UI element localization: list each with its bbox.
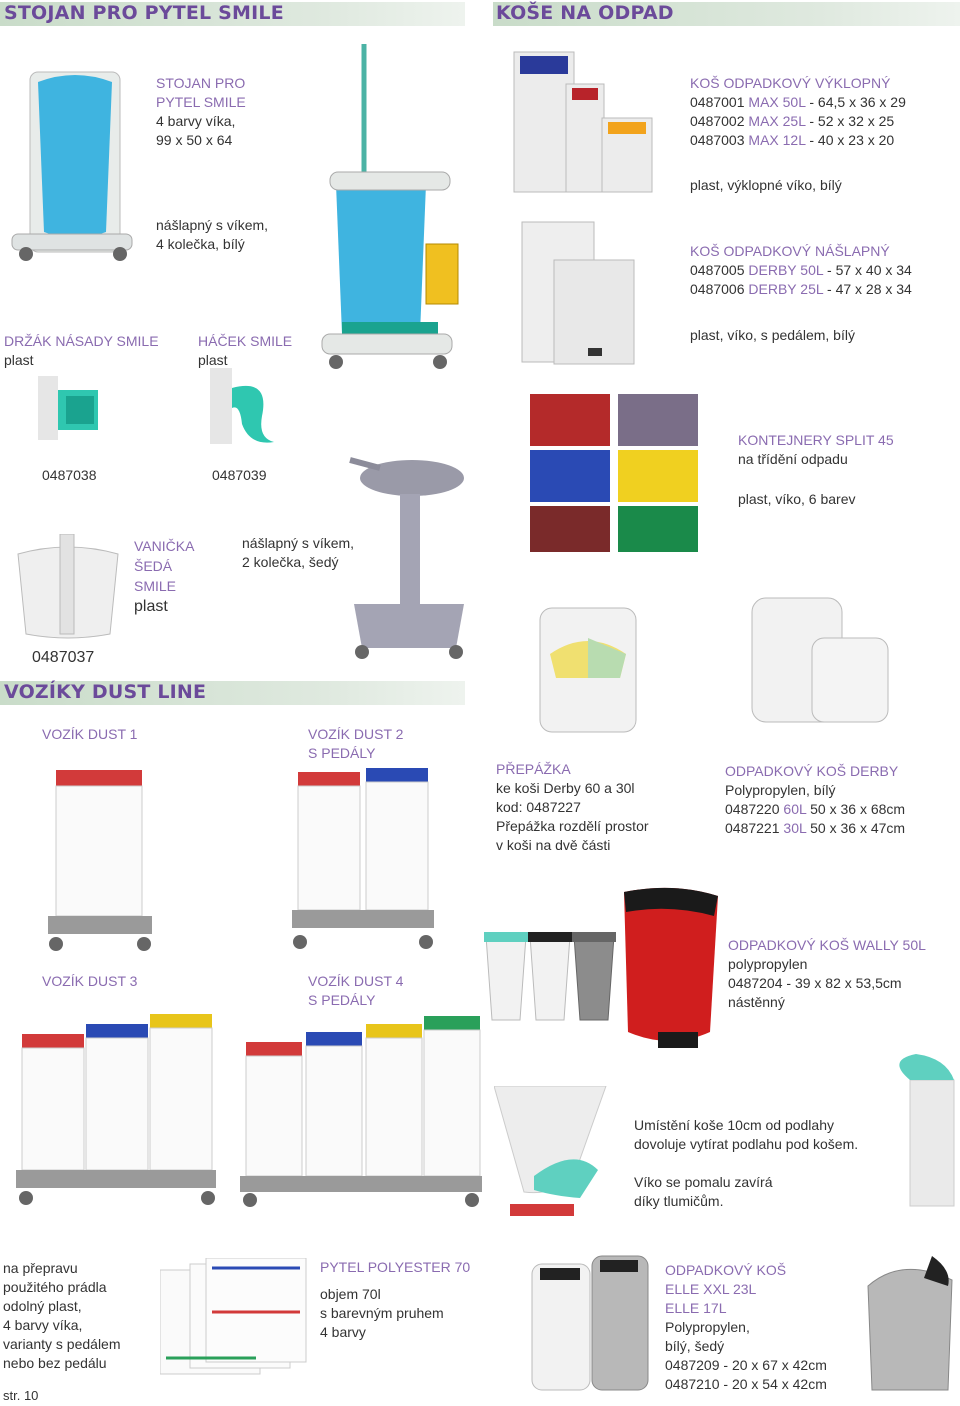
handle-holder-image bbox=[38, 376, 108, 444]
stand-smile-title-line: STOJAN PRO bbox=[156, 75, 246, 91]
tilt-bin-item bbox=[690, 93, 906, 112]
stand-smile-features bbox=[156, 216, 268, 254]
pedal-bin-title: KOŠ ODPADKOVÝ NÁŠLAPNÝ bbox=[690, 243, 890, 259]
item-dims: 50 x 36 x 47cm bbox=[810, 820, 906, 836]
item-dims: - 64,5 x 36 x 29 bbox=[809, 94, 906, 110]
item-code: 0487005 bbox=[690, 262, 745, 278]
stand-smile-feature-line: nášlapný s víkem, bbox=[156, 217, 269, 233]
section-title-stojan: STOJAN PRO PYTEL SMILE bbox=[4, 2, 284, 24]
wally-note bbox=[634, 1116, 858, 1211]
stand-smile-image bbox=[8, 64, 138, 264]
mop-trolley-image bbox=[316, 44, 466, 374]
stand-smile-title-line: PYTEL SMILE bbox=[156, 94, 246, 110]
elle-bin-lines bbox=[665, 1318, 827, 1394]
grey-stand-image bbox=[340, 448, 468, 664]
tray-title-line: SMILE bbox=[134, 578, 177, 594]
stand-smile-desc-line: 99 x 50 x 64 bbox=[156, 132, 233, 148]
wally-note-line: Víko se pomalu zavírá bbox=[634, 1174, 773, 1190]
item-name: MAX 25L bbox=[748, 113, 806, 129]
derby-bin-image bbox=[742, 590, 902, 724]
item-dims: - 52 x 32 x 25 bbox=[809, 113, 895, 129]
item-dims: 50 x 36 x 68cm bbox=[810, 801, 906, 817]
dust-cart-4-title-line: VOZÍK DUST 4 bbox=[308, 973, 404, 989]
item-code: 0487003 bbox=[690, 132, 745, 148]
dust-cart-4-title-line: S PEDÁLY bbox=[308, 992, 376, 1008]
split-container-image bbox=[526, 388, 706, 560]
wally-note-line bbox=[634, 1154, 858, 1173]
dust-cart-3-title: VOZÍK DUST 3 bbox=[42, 973, 138, 989]
cart-note-line: 4 barvy víka, bbox=[3, 1317, 83, 1333]
tilt-bin-item bbox=[690, 112, 894, 131]
polyester-bag-line: s barevným pruhem bbox=[320, 1305, 444, 1321]
pedal-bin-item bbox=[690, 280, 912, 299]
pedal-bin-item bbox=[690, 261, 912, 280]
divider-line: v koši na dvě části bbox=[496, 837, 611, 853]
wally-lines bbox=[728, 955, 902, 1012]
pedal-bin-desc: plast, víko, s pedálem, bílý bbox=[690, 327, 855, 343]
cart-note-line: odolný plast, bbox=[3, 1298, 82, 1314]
tilt-bin-title: KOŠ ODPADKOVÝ VÝKLOPNÝ bbox=[690, 75, 891, 91]
split-container-subtitle: na třídění odpadu bbox=[738, 451, 848, 467]
tray-title-line: ŠEDÁ bbox=[134, 558, 173, 574]
item-dims: - 40 x 23 x 20 bbox=[809, 132, 895, 148]
hook-material: plast bbox=[198, 352, 228, 368]
polyester-bags-image bbox=[160, 1258, 310, 1378]
derby-bin-title: ODPADKOVÝ KOŠ DERBY bbox=[725, 763, 899, 779]
tray-material: plast bbox=[134, 598, 168, 615]
wally-line: polypropylen bbox=[728, 956, 808, 972]
handle-holder-title: DRŽÁK NÁSADY SMILE bbox=[4, 333, 159, 349]
cart-note-line: varianty s pedálem bbox=[3, 1336, 121, 1352]
tilt-bin-item bbox=[690, 131, 894, 150]
grey-stand-features bbox=[242, 534, 354, 572]
cart-note-line: použitého prádla bbox=[3, 1279, 107, 1295]
elle-bins-image bbox=[528, 1254, 652, 1394]
divider-title: PŘEPÁŽKA bbox=[496, 761, 571, 777]
wally-line: nástěnný bbox=[728, 994, 785, 1010]
divider-line: ke koši Derby 60 a 30l bbox=[496, 780, 635, 796]
polyester-bag-line: 4 barvy bbox=[320, 1324, 366, 1340]
dust-cart-2-image bbox=[288, 764, 438, 956]
handle-holder-material: plast bbox=[4, 352, 34, 368]
dust-cart-1-image bbox=[42, 766, 158, 956]
dust-cart-2-title-line: S PEDÁLY bbox=[308, 745, 376, 761]
dust-cart-3-image bbox=[12, 1010, 222, 1208]
wally-red-image bbox=[614, 882, 724, 1052]
hook-code: 0487039 bbox=[212, 467, 267, 483]
divider-line: kod: 0487227 bbox=[496, 799, 581, 815]
wally-note-line: díky tlumičům. bbox=[634, 1193, 724, 1209]
grey-stand-feature-line: 2 kolečka, šedý bbox=[242, 554, 339, 570]
item-name: DERBY 50L bbox=[748, 262, 824, 278]
stand-smile-desc-line: 4 barvy víka, bbox=[156, 113, 236, 129]
item-code: 0487220 bbox=[725, 801, 780, 817]
item-code: 0487221 bbox=[725, 820, 780, 836]
derby-bin-item bbox=[725, 819, 905, 838]
stand-smile-desc bbox=[156, 112, 235, 150]
dust-cart-4-image bbox=[236, 1014, 486, 1210]
split-container-title: KONTEJNERY SPLIT 45 bbox=[738, 432, 894, 448]
elle-bin-title-line: ELLE 17L bbox=[665, 1300, 727, 1316]
tilt-bin-desc: plast, výklopné víko, bílý bbox=[690, 177, 842, 193]
wally-title: ODPADKOVÝ KOŠ WALLY 50L bbox=[728, 937, 926, 953]
divider-line: Přepážka rozdělí prostor bbox=[496, 818, 649, 834]
derby-bin-item bbox=[725, 800, 905, 819]
wally-note-line: dovoluje vytírat podlahu pod košem. bbox=[634, 1136, 859, 1152]
wally-note-line: Umístění koše 10cm od podlahy bbox=[634, 1117, 834, 1133]
elle-bin-title-line: ODPADKOVÝ KOŠ bbox=[665, 1262, 787, 1278]
divider-bin-image bbox=[534, 598, 644, 738]
wally-detail-image bbox=[494, 1086, 624, 1226]
item-name: MAX 12L bbox=[748, 132, 806, 148]
item-name: DERBY 25L bbox=[748, 281, 824, 297]
elle-open-image bbox=[862, 1256, 958, 1394]
dust-cart-2-title-line: VOZÍK DUST 2 bbox=[308, 726, 404, 742]
wally-bins-image bbox=[482, 928, 622, 1024]
item-code: 0487001 bbox=[690, 94, 745, 110]
item-code: 0487002 bbox=[690, 113, 745, 129]
tray-image bbox=[14, 534, 122, 642]
page-number: str. 10 bbox=[3, 1388, 39, 1403]
dust-cart-2-title bbox=[308, 725, 403, 763]
grey-stand-feature-line: nášlapný s víkem, bbox=[242, 535, 355, 551]
handle-holder-code: 0487038 bbox=[42, 467, 97, 483]
elle-bin-title bbox=[665, 1261, 786, 1318]
stand-smile-feature-line: 4 kolečka, bílý bbox=[156, 236, 245, 252]
split-container-desc: plast, víko, 6 barev bbox=[738, 491, 856, 507]
dust-cart-4-title bbox=[308, 972, 403, 1010]
wally-open-image bbox=[886, 1050, 958, 1210]
stand-smile-title bbox=[156, 74, 246, 112]
tray-title bbox=[134, 536, 194, 596]
dust-cart-1-title: VOZÍK DUST 1 bbox=[42, 726, 138, 742]
item-size: 60L bbox=[783, 801, 807, 817]
tilt-bin-image bbox=[506, 46, 656, 196]
polyester-bag-lines bbox=[320, 1285, 444, 1342]
wally-line: 0487204 - 39 x 82 x 53,5cm bbox=[728, 975, 902, 991]
elle-bin-line: 0487210 - 20 x 54 x 42cm bbox=[665, 1376, 827, 1392]
item-dims: - 57 x 40 x 34 bbox=[827, 262, 912, 278]
cart-note bbox=[3, 1259, 121, 1373]
item-dims: - 47 x 28 x 34 bbox=[827, 281, 912, 297]
item-size: 30L bbox=[783, 820, 807, 836]
polyester-bag-line: objem 70l bbox=[320, 1286, 381, 1302]
hook-image bbox=[210, 368, 280, 448]
section-title-voziky: VOZÍKY DUST LINE bbox=[4, 681, 207, 703]
hook-title: HÁČEK SMILE bbox=[198, 333, 293, 349]
elle-bin-line: 0487209 - 20 x 67 x 42cm bbox=[665, 1357, 827, 1373]
polyester-bag-title: PYTEL POLYESTER 70 bbox=[320, 1259, 471, 1275]
cart-note-line: na přepravu bbox=[3, 1260, 78, 1276]
divider-lines bbox=[496, 779, 649, 855]
elle-bin-title-line: ELLE XXL 23L bbox=[665, 1281, 757, 1297]
cart-note-line: nebo bez pedálu bbox=[3, 1355, 107, 1371]
tray-code: 0487037 bbox=[32, 649, 95, 666]
item-code: 0487006 bbox=[690, 281, 745, 297]
elle-bin-line: Polypropylen, bbox=[665, 1319, 750, 1335]
elle-bin-line: bílý, šedý bbox=[665, 1338, 725, 1354]
pedal-bin-image bbox=[518, 218, 638, 368]
tray-title-line: VANIČKA bbox=[134, 538, 195, 554]
derby-bin-material: Polypropylen, bílý bbox=[725, 782, 836, 798]
section-title-kose: KOŠE NA ODPAD bbox=[496, 2, 674, 24]
item-name: MAX 50L bbox=[748, 94, 806, 110]
